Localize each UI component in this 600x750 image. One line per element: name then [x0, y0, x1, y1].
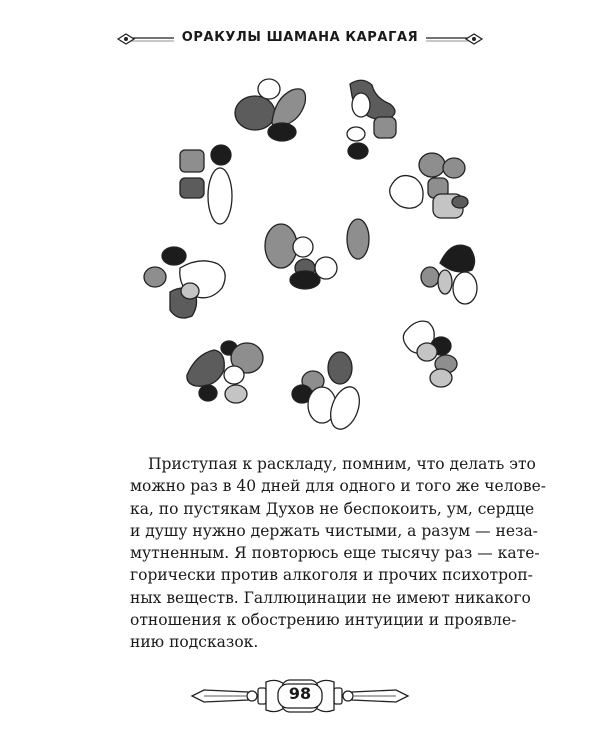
stone-group [347, 80, 396, 159]
page-number: 98 [288, 684, 312, 703]
text-line: можно раз в 40 дней для одного и того же челове- [130, 477, 547, 496]
text-line: и душу нужно держать чистыми, а разум — неза- [130, 521, 538, 540]
body-paragraph [130, 453, 547, 654]
text-line: ка, по пустякам Духов не беспокоить, ум, сердце [130, 499, 535, 518]
stone-layout-illustration [0, 70, 600, 450]
text-line: отношения к обострению интуиции и проявле- [130, 611, 517, 630]
stone-group [265, 219, 369, 289]
running-header [0, 26, 600, 50]
stone-group [403, 321, 457, 387]
stone-group [390, 153, 468, 218]
stone-group [292, 352, 365, 433]
stone-group [180, 145, 232, 224]
text-line: Приступая к раскладу, помним, что делать это [148, 455, 536, 473]
page-footer [0, 668, 600, 724]
stone-group [421, 245, 477, 304]
text-line: ных веществ. Галлюцинации не имеют никакого [130, 588, 531, 607]
running-title: ОРАКУЛЫ ШАМАНА КАРАГАЯ [0, 30, 600, 45]
text-line: горически против алкоголя и прочих психотроп- [130, 566, 533, 585]
stone-group [187, 341, 263, 403]
stone-group [235, 79, 305, 141]
text-line: мутненным. Я повторюсь еще тысячу раз — кате- [130, 544, 540, 563]
text-line: нию подсказок. [130, 633, 259, 652]
stone-group [144, 247, 225, 318]
